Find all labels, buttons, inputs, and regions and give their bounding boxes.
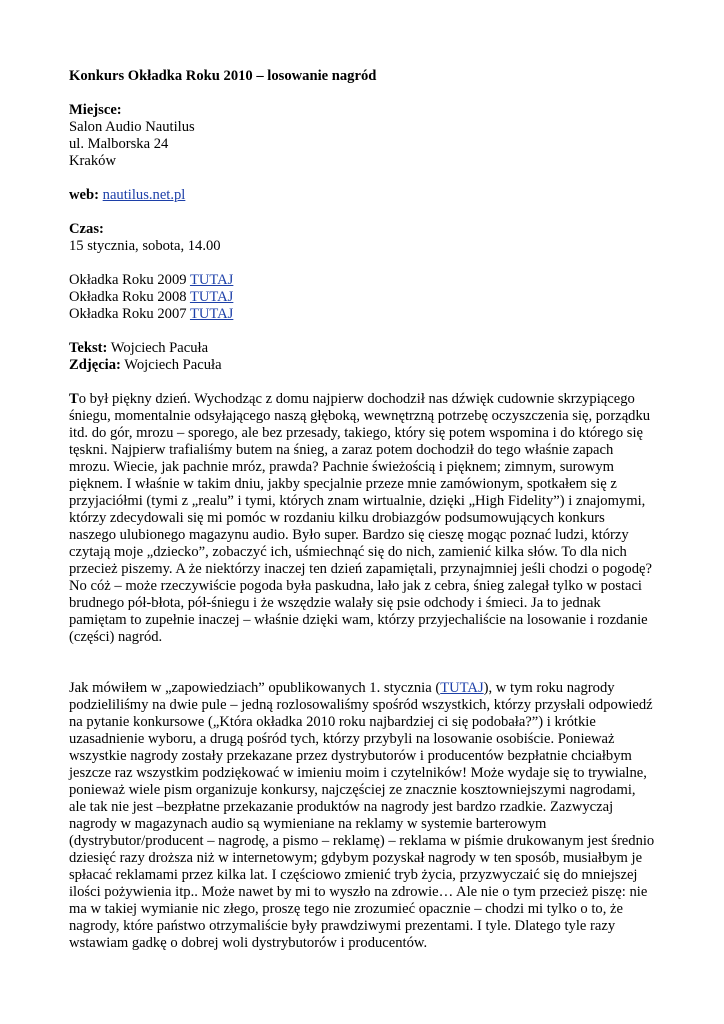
paragraph-line: przecież piszemy. A że niektórzy inaczej ten dzień zapamiętali, przynajmniej jeśli chodzi o pogodę? xyxy=(69,561,652,577)
web-label: web: xyxy=(69,187,99,203)
paragraph-line: brudnego pół-błota, pół-śniegu i że wszędzie walały się psie odchody i śmieci. Ja to jednak xyxy=(69,595,601,611)
paragraph-line: ponieważ wiele pism organizuje konkursy, najczęściej ze znacznie kosztowniejszymi nagrodami, xyxy=(69,782,636,798)
paragraph-line: uzasadnienie wyboru, a drugą pośród tych, którzy przybyli na losowanie osobiście. Ponieważ xyxy=(69,731,615,747)
cover-2007-link[interactable]: TUTAJ xyxy=(189,306,234,322)
paragraph-line: wszystkie nagrody zostały przekazane przez dystrybutorów i producentów bezpłatnie chciałbym xyxy=(69,748,632,764)
paragraph-line: (dystrybutor/producent – nagrodę, a pismo – reklamę) – reklama w piśmie drukowanym jest średnio xyxy=(69,833,655,849)
time-value: 15 stycznia, sobota, 14.00 xyxy=(69,238,221,254)
cover-2008-link[interactable]: TUTAJ xyxy=(189,289,234,305)
paragraph-line: śniegu, momentalnie odsyłającego naszą głęboką, wewnętrzną potrzebę oczyszczenia się, porządku xyxy=(69,408,651,424)
paragraph-line: czytają moje „dziecko”, zobaczyć ich, uśmiechnąć się do nich, zamienić kilka słów. To dla nich xyxy=(69,544,627,560)
paragraph-line: wstawiam gadkę o dobrej woli dystrybutorów i producentów. xyxy=(69,935,428,951)
cover-2007-row: Okładka Roku 2007 TUTAJ xyxy=(69,306,234,322)
document-title: Konkurs Okładka Roku 2010 – losowanie nagród xyxy=(69,68,377,84)
photo-credit: Zdjęcia: Wojciech Pacuła xyxy=(69,357,222,373)
place-street: ul. Malborska 24 xyxy=(69,136,169,152)
place-label: Miejsce: xyxy=(69,102,122,118)
paragraph-line: naszego ulubionego magazynu audio. Było super. Bardzo się cieszę mogąc poznać ludzi, którzy xyxy=(69,527,629,543)
document-page xyxy=(69,68,661,952)
paragraph-line: pamiętam to zupełnie inaczej – właśnie dzięki wam, którzy przyjechaliście na losowanie i rozdanie xyxy=(69,612,648,628)
cover-2009-row: Okładka Roku 2009 TUTAJ xyxy=(69,272,234,288)
paragraph-line: ilości pożywienia itp.. Może nawet by mi to wyszło na zdrowie… Ale nie o tym przecież piszę: nie xyxy=(69,884,648,900)
paragraph-line: nagrody w magazynach audio są wymieniane na reklamy w systemie barterowym xyxy=(69,816,547,832)
paragraph-line: ale tak nie jest –bezpłatne przekazanie produktów na nagrody jest bardzo rzadkie. Zazwyczaj xyxy=(69,799,614,815)
paragraph-line: przyjaciółmi (tymi z „realu” i tymi, których znam wirtualnie, dzięki „High Fidelity”) i znajomymi, xyxy=(69,493,646,509)
paragraph-line: (części) nagród. xyxy=(69,629,163,645)
paragraph-line: itd. do gór, mrozu – sporego, ale bez przesady, takiego, który się potem wspomina i do którego się xyxy=(69,425,643,441)
cover-2009-link[interactable]: TUTAJ xyxy=(189,272,234,288)
web-row xyxy=(69,187,661,204)
paragraph-line: tęskni. Najpierw trafialiśmy butem na śnieg, a zaraz potem dochodził do tego właśnie zapach xyxy=(69,442,614,458)
paragraph-line: ma w takiej wymianie nic złego, proszę tego nie zrozumieć opacznie – chodzi mi tylko o to, że xyxy=(69,901,623,917)
cover-2008-row: Okładka Roku 2008 TUTAJ xyxy=(69,289,234,305)
time-label: Czas: xyxy=(69,221,104,237)
paragraph-line: podzieliliśmy na dwie pule – jedną rozlosowaliśmy spośród wszystkich, którzy przysłali odpowiedź xyxy=(69,697,653,713)
text-credit: Tekst: Wojciech Pacuła xyxy=(69,340,209,356)
paragraph-line: którzy zdecydowali się mi pomóc w rozdaniu kilku drobiazgów podsumowujących konkurs xyxy=(69,510,605,526)
drop-letter: T xyxy=(69,391,79,407)
paragraph-line: jeszcze raz wszystkim podziękować w imieniu moim i czytelników! Może wydaje się to trywialne, xyxy=(69,765,647,781)
paragraph-line: dziesięć razy droższa niż w internetowym; gdybym pozyskał nagrody w ten sposób, musiałbym je xyxy=(69,850,643,866)
paragraph-line: spłacać reklamami przez kilka lat. I częściowo zmienić tryb życia, przyzwyczaić się do mniejszej xyxy=(69,867,638,883)
paragraph-2 xyxy=(69,680,661,952)
paragraph-line: na pytanie konkursowe („Która okładka 2010 roku najbardziej ci się podobała?”) i krótkie xyxy=(69,714,596,730)
paragraph-line: Jak mówiłem w „zapowiedziach” opublikowanych 1. stycznia (TUTAJ), w tym roku nagrody xyxy=(69,680,615,696)
paragraph-line: mrozu. Wiecie, jak pachnie mróz, prawda? Pachnie świeżością i pięknem; zimnym, surowym xyxy=(69,459,615,475)
place-city: Kraków xyxy=(69,153,117,169)
paragraph-line: No cóż – może rzeczywiście pogoda była paskudna, lało jak z cebra, śnieg zalegał tylko w postaci xyxy=(69,578,642,594)
announcement-link[interactable]: TUTAJ xyxy=(440,680,484,696)
paragraph-line: nagrody, które państwo otrzymaliście były prawdziwymi prezentami. I tyle. Dlatego tyle razy xyxy=(69,918,616,934)
place-name: Salon Audio Nautilus xyxy=(69,119,195,135)
paragraph-line: To był piękny dzień. Wychodząc z domu najpierw dochodził nas dźwięk cudownie skrzypiącego xyxy=(69,391,635,407)
paragraph-line: pięknem. I właśnie w takim dniu, jakby specjalnie przeze mnie zamówionym, spotkałem się z xyxy=(69,476,617,492)
web-link[interactable]: nautilus.net.pl xyxy=(102,187,186,203)
paragraph-1 xyxy=(69,391,661,646)
